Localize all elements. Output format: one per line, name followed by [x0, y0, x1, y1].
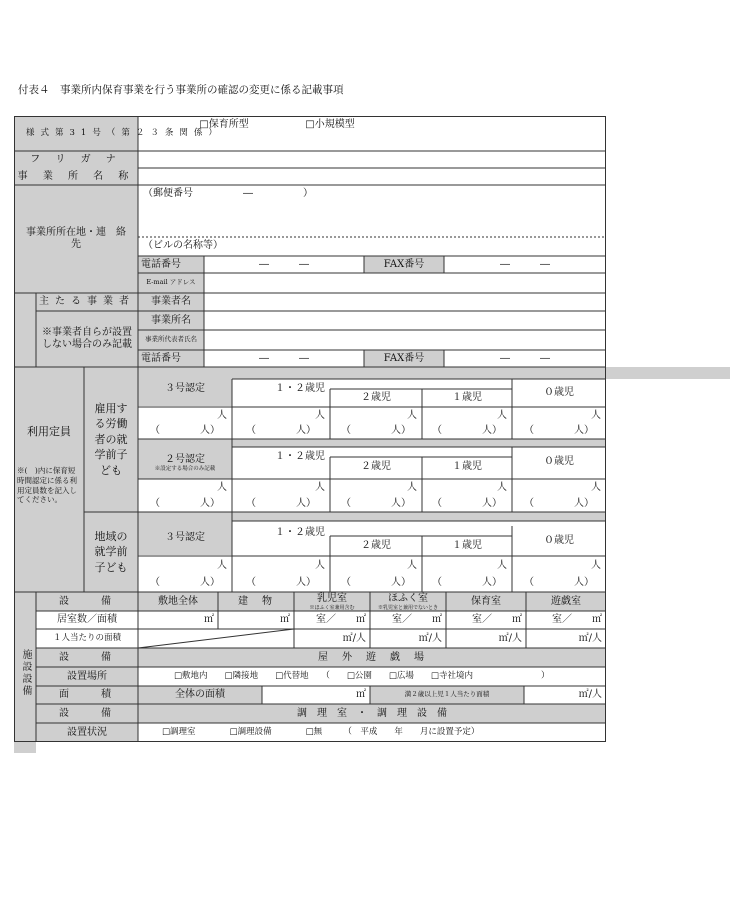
- type-nursery-checkbox[interactable]: □保育所型: [199, 119, 249, 130]
- furigana-label: フ リ ガ ナ: [14, 151, 138, 168]
- site-total-header: 敷地全体: [138, 592, 218, 611]
- cert3-age12-cell[interactable]: 人 （ 人）: [246, 409, 325, 437]
- cert3-label: ３号認定: [138, 372, 232, 406]
- rooms-area-label: 居室数／面積: [57, 614, 117, 625]
- local-age1-cell[interactable]: 人 （ 人）: [432, 559, 507, 588]
- infant-room-area-cell[interactable]: 室／ ㎡: [316, 614, 366, 625]
- office-name-label: 事 業 所 名 称: [14, 168, 138, 185]
- kitchen-status-options[interactable]: □調理室 □調理設備 □無 （ 平成 年 月に設置予定）: [162, 727, 480, 738]
- age12-header: １・２歳児: [275, 383, 325, 394]
- kitchen-status-label: 設置状況: [36, 723, 138, 742]
- cert2-age1-header: １歳児: [452, 460, 482, 472]
- cert2-note: ※設定する場合のみ記載: [154, 465, 216, 472]
- cert2-age1-cell[interactable]: 人 （ 人）: [432, 482, 507, 509]
- total-area-label: 全体の面積: [138, 686, 262, 704]
- main-operator-label: 主たる事業者: [36, 293, 138, 311]
- local-age12-cell[interactable]: 人 （ 人）: [246, 559, 325, 588]
- facility-label: 施設設備: [14, 592, 36, 753]
- location-label: 事業所所在地・連 絡 先: [14, 185, 138, 293]
- email-label: E-mail アドレス: [138, 273, 204, 293]
- local-age2-cell[interactable]: 人 （ 人）: [341, 559, 417, 588]
- operator-office-label: 事業所名: [138, 311, 204, 330]
- cert2-label: ２号認定: [165, 453, 205, 465]
- cert2-age12-cell[interactable]: 人 （ 人）: [246, 482, 325, 509]
- cert2-age2-cell[interactable]: 人 （ 人）: [341, 482, 417, 509]
- play-room-area-cell[interactable]: 室／ ㎡: [552, 614, 602, 625]
- infant-room-per-child-cell[interactable]: ㎡/人: [342, 632, 366, 644]
- type-small-checkbox[interactable]: □小規模型: [305, 119, 355, 130]
- crawl-room-note: ※乳児室と兼用でないとき: [377, 604, 438, 611]
- operator-tel-label: 電話番号: [138, 350, 204, 367]
- outdoor-playground-header: 屋 外 遊 戯 場: [138, 648, 606, 667]
- outdoor-equipment-label: 設 備: [36, 648, 138, 667]
- outdoor-location-label: 設置場所: [36, 667, 138, 686]
- kitchen-equipment-label: 設 備: [36, 704, 138, 723]
- quota-label: 利用定員: [27, 425, 71, 438]
- operator-name-label: 事業者名: [138, 293, 204, 311]
- operator-fax-field[interactable]: ― ―: [500, 352, 550, 364]
- kitchen-header: 調 理 室 ・ 調 理 設 備: [138, 704, 606, 723]
- play-room-per-child-cell[interactable]: ㎡/人: [578, 632, 602, 644]
- site-total-area-cell[interactable]: ㎡: [204, 614, 214, 625]
- quota-note: ※( )内に保育短時間認定に係る利用定員数を記入してください。: [17, 466, 77, 505]
- fax-label: FAX番号: [364, 256, 444, 273]
- infant-room-note: ※ほふく室兼用含む: [309, 604, 355, 611]
- local-total-cell[interactable]: 人 （ 人）: [150, 559, 227, 588]
- operator-tel-field[interactable]: ― ―: [259, 352, 309, 364]
- cert2-age12-header: １・２歳児: [275, 451, 325, 462]
- operator-rep-label: 事業所代表者氏名: [138, 330, 204, 350]
- cert2-total-cell[interactable]: 人 （ 人）: [150, 482, 227, 509]
- total-area-cell[interactable]: ㎡: [356, 689, 366, 700]
- age0-header: ０歳児: [544, 386, 574, 398]
- building-header: 建 物: [218, 592, 294, 611]
- nursery-room-header: 保育室: [446, 592, 526, 611]
- local-age2-header: ２歳児: [361, 539, 391, 551]
- crawl-room-area-cell[interactable]: 室／ ㎡: [392, 614, 442, 625]
- play-room-header: 遊戯室: [526, 592, 606, 611]
- equipment-label: 設 備: [36, 592, 138, 611]
- employee-children-label: 雇用する労働者の就学前子ども: [84, 367, 138, 512]
- page-caption: 付表４ 事業所内保育事業を行う事業所の確認の変更に係る記載事項: [18, 84, 344, 96]
- local-children-label: 地域の就学前子ども: [84, 512, 138, 592]
- main-operator-note: ※事業者自らが設置しない場合のみ記載: [36, 311, 138, 367]
- postal-code-field[interactable]: （郵便番号 ― ）: [143, 188, 313, 199]
- local-age0-cell[interactable]: 人 （ 人）: [524, 559, 601, 588]
- infant-room-label: 乳児室: [317, 592, 347, 604]
- local-age12-header: １・２歳児: [275, 527, 325, 538]
- nursery-room-area-cell[interactable]: 室／ ㎡: [472, 614, 522, 625]
- table-grid-lines: [14, 116, 606, 753]
- crawl-room-per-child-cell[interactable]: ㎡/人: [418, 632, 442, 644]
- cert3-age0-cell[interactable]: 人 （ 人）: [524, 409, 601, 437]
- style-number-label: 様式第31号（第２３条関係）: [14, 116, 138, 151]
- outdoor-location-options[interactable]: □敷地内 □隣接地 □代替地 （ □公園 □広場 □寺社境内 ）: [174, 671, 550, 682]
- tel-label: 電話番号: [138, 256, 204, 273]
- building-name-field[interactable]: （ビルの名称等）: [143, 240, 223, 251]
- cert2-age0-cell[interactable]: 人 （ 人）: [524, 482, 601, 509]
- cert3-total-cell[interactable]: 人 （ 人）: [150, 409, 227, 437]
- change-form-table: [14, 116, 606, 753]
- tel-field[interactable]: ― ―: [259, 258, 309, 270]
- cert2-age0-header: ０歳児: [544, 456, 574, 467]
- operator-fax-label: FAX番号: [364, 350, 444, 367]
- local-cert3-label: ３号認定: [138, 521, 232, 555]
- cert3-age1-cell[interactable]: 人 （ 人）: [432, 409, 507, 437]
- fax-field[interactable]: ― ―: [500, 258, 550, 270]
- area-2plus-cell[interactable]: ㎡/人: [578, 689, 602, 700]
- area-per-child-label: １人当たりの面積: [52, 633, 121, 644]
- cert3-age2-cell[interactable]: 人 （ 人）: [341, 409, 417, 437]
- building-area-cell[interactable]: ㎡: [280, 614, 290, 625]
- local-age0-header: ０歳児: [544, 535, 574, 546]
- cert2-age2-header: ２歳児: [361, 460, 391, 472]
- crawl-room-label: ほふく室: [388, 592, 428, 604]
- age2-header: ２歳児: [361, 392, 391, 403]
- nursery-room-per-child-cell[interactable]: ㎡/人: [498, 632, 522, 644]
- local-age1-header: １歳児: [452, 539, 482, 551]
- area-2plus-label: 満２歳以上児１人当たり面積: [370, 686, 524, 704]
- age1-header: １歳児: [452, 392, 482, 403]
- outdoor-area-label: 面 積: [36, 686, 138, 704]
